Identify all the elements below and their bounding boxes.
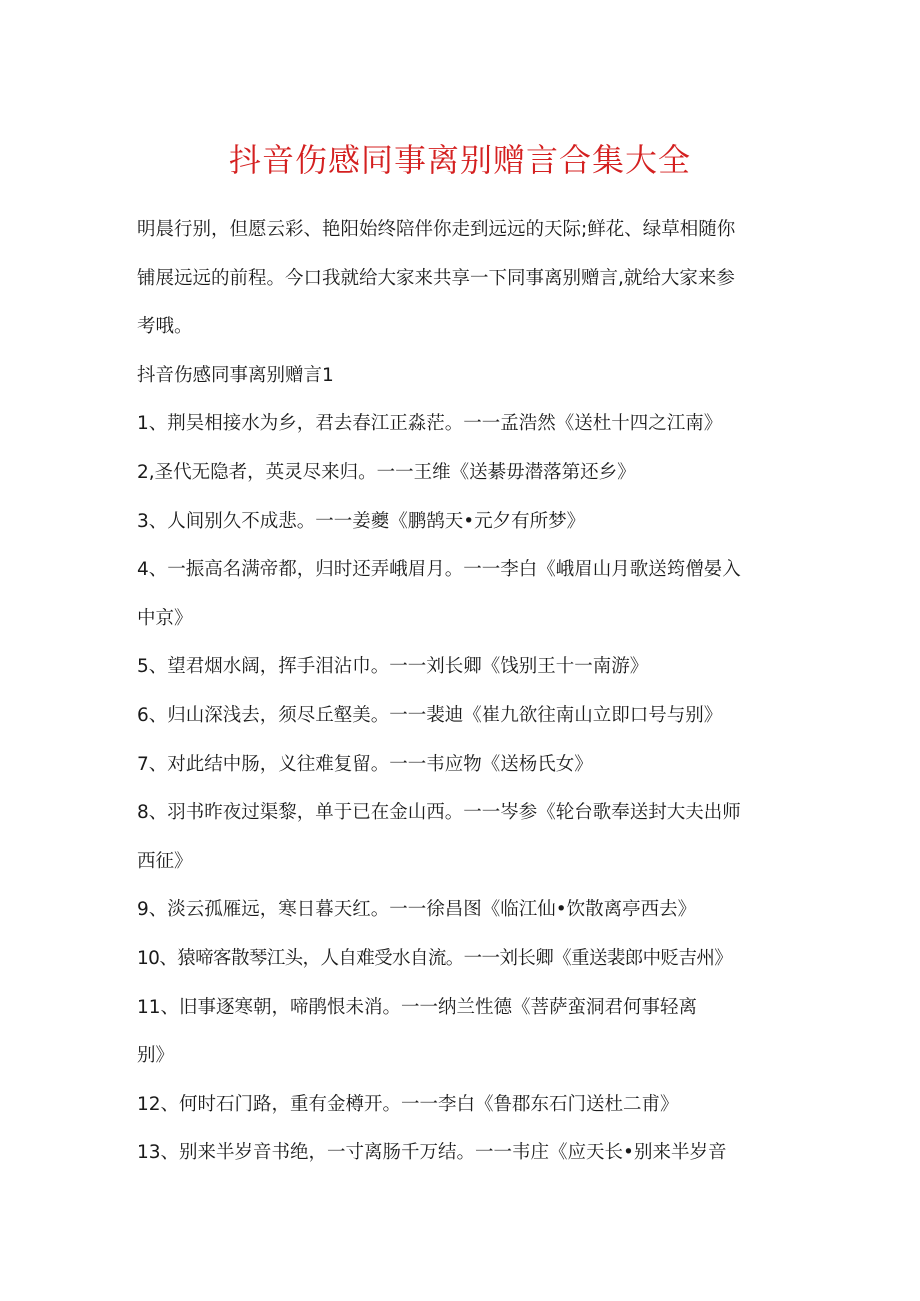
- paragraph-line: 考哦。: [137, 316, 193, 338]
- list-item: 13、别来半岁音书绝，一寸离肠千万结。一一韦庄《应天长•别来半岁音: [137, 1142, 727, 1164]
- list-item: 3、人间别久不成悲。一一姜夔《鹏鹄天•元夕有所梦》: [137, 510, 586, 532]
- list-item: 9、淡云孤雁远，寒日暮天红。一一徐昌图《临江仙•饮散离亭西去》: [137, 899, 697, 921]
- list-item: 10、猿啼客散琴江头，人自难受水自流。一一刘长卿《重送裴郎中贬吉州》: [137, 947, 733, 969]
- list-item-continuation: 别》: [137, 1045, 175, 1067]
- list-item-continuation: 中京》: [137, 607, 193, 629]
- document-body: [137, 212, 799, 1184]
- list-item-continuation: 西征》: [137, 850, 193, 872]
- paragraph-line: 明晨行别，但愿云彩、艳阳始终陪伴你走到远远的天际;鲜花、绿草相随你: [137, 219, 736, 240]
- section-heading: 抖音伤感同事离别赠言1: [137, 364, 334, 386]
- list-item: 1、荆吴相接水为乡，君去春江正淼茫。一一孟浩然《送杜十四之江南》: [137, 413, 723, 435]
- paragraph-line: 铺展远远的前程。今口我就给大家来共享一下同事离别赠言,就给大家来参: [137, 267, 735, 289]
- list-item: 7、对此结中肠，义往难复留。一一韦应物《送杨氏女》: [137, 753, 593, 775]
- document-title: 抖音伤感同事离别赠言合集大全: [228, 141, 691, 179]
- list-item: 4、一振高名满帝都，归时还弄峨眉月。一一李白《峨眉山月歌送筠僧晏入: [137, 559, 741, 581]
- list-item: 5、望君烟水阔，挥手泪沾巾。一一刘长卿《饯别王十一南游》: [137, 656, 649, 678]
- list-item: 12、何时石门路，重有金樽开。一一李白《鲁郡东石门送杜二甫》: [137, 1093, 679, 1115]
- list-item: 11、旧事逐寒朝，啼鹃恨未消。一一纳兰性德《菩萨蛮洞君何事轻离: [137, 996, 698, 1018]
- list-item: 2,圣代无隐者，英灵尽来归。一一王维《送綦毋潜落第还乡》: [137, 461, 636, 483]
- list-item: 6、归山深浅去，须尽丘壑美。一一裴迪《崔九欲往南山立即口号与别》: [137, 704, 723, 726]
- list-item: 8、羽书昨夜过渠黎，单于已在金山西。一一岑参《轮台歌奉送封大夫出师: [137, 802, 741, 824]
